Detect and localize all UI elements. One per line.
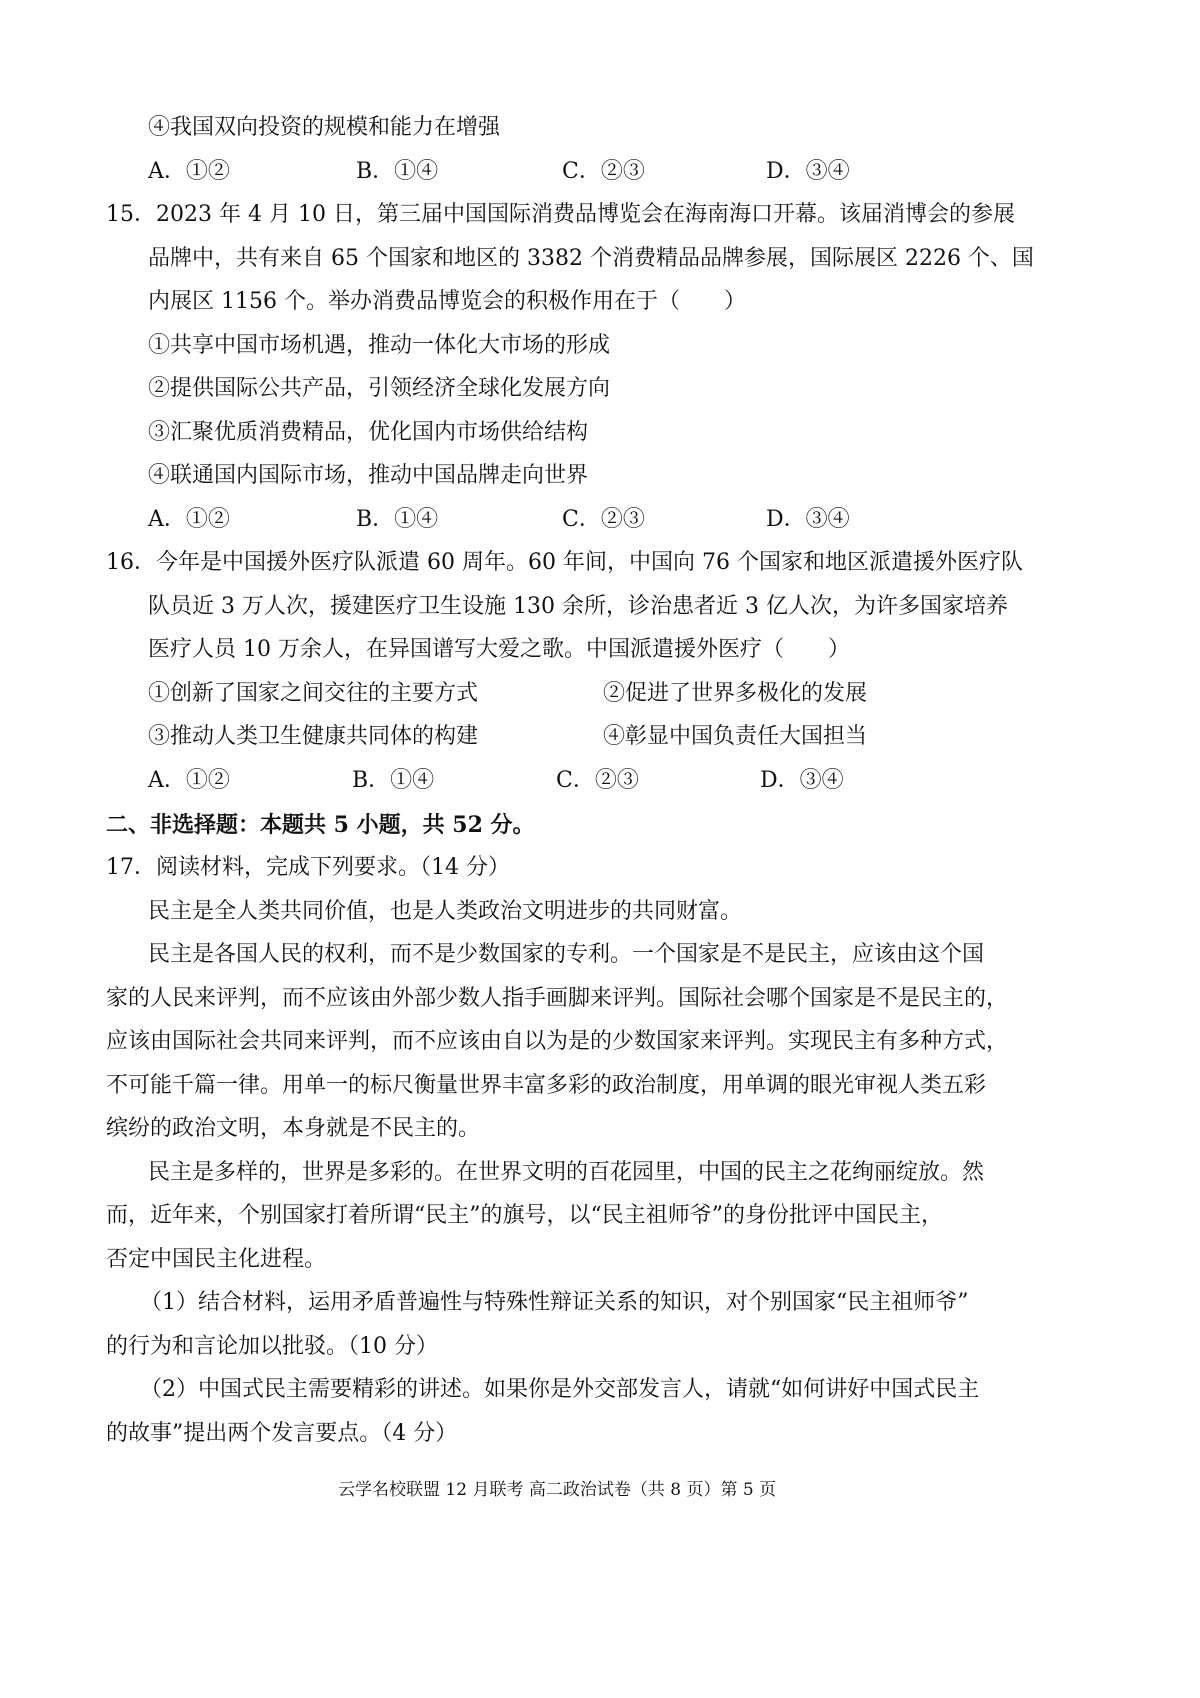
q17-material-line-8: 而，近年来，个别国家打着所谓“民主”的旗号，以“民主祖师爷”的身份批评中国民主， (106, 1203, 943, 1228)
q14-choice-d: D．③④ (766, 159, 850, 184)
q17-material-line-3: 家的人民来评判，而不应该由外部少数人指手画脚来评判。国际社会哪个国家是不是民主的， (106, 986, 1009, 1011)
q15-choice-b: B．①④ (356, 507, 439, 532)
q16-item-2: ②促进了世界多极化的发展 (603, 681, 868, 706)
q15-choice-c: C．②③ (562, 507, 645, 532)
q17-sub2-line-2: 的故事”提出两个发言要点。（4 分） (106, 1421, 458, 1446)
q16-choice-c: C．②③ (556, 768, 639, 793)
q15-choice-a: A．①② (148, 507, 230, 532)
q16-stem-line-2: 队员近 3 万人次，援建医疗卫生设施 130 余所，诊治患者近 3 亿人次，为许多国家培养 (148, 594, 1008, 619)
q16-item-1: ①创新了国家之间交往的主要方式 (148, 681, 479, 706)
q14-item-4: ④我国双向投资的规模和能力在增强 (148, 115, 501, 140)
q16-choice-a: A．①② (148, 768, 230, 793)
q17-sub1-line-2: 的行为和言论加以批驳。（10 分） (106, 1334, 438, 1359)
q16-choice-b: B．①④ (352, 768, 435, 793)
q15-item-3: ③汇聚优质消费精品，优化国内市场供给结构 (148, 420, 589, 445)
q15-choice-d: D．③④ (766, 507, 850, 532)
q17-sub1-line-1: （1）结合材料，运用矛盾普遍性与特殊性辩证关系的知识，对个别国家“民主祖师爷” (140, 1290, 969, 1315)
q17-material-line-2: 民主是各国人民的权利，而不是少数国家的专利。一个国家是不是民主，应该由这个国 (148, 942, 985, 967)
q16-choice-d: D．③④ (760, 768, 844, 793)
q15-stem-line-2: 品牌中，共有来自 65 个国家和地区的 3382 个消费精品品牌参展，国际展区 2226 个、国 (148, 246, 1034, 271)
q17-material-line-7: 民主是多样的，世界是多彩的。在世界文明的百花园里，中国的民主之花绚丽绽放。然 (148, 1160, 985, 1185)
q15-item-2: ②提供国际公共产品，引领经济全球化发展方向 (148, 376, 611, 401)
q15-stem-line-3: 内展区 1156 个。举办消费品博览会的积极作用在于（ ） (148, 289, 746, 314)
section-2-heading: 二、非选择题：本题共 5 小题，共 52 分。 (106, 812, 535, 838)
q14-choice-b: B．①④ (356, 159, 439, 184)
q14-choice-c: C．②③ (562, 159, 645, 184)
q17-material-line-5: 不可能千篇一律。用单一的标尺衡量世界丰富多彩的政治制度，用单调的眼光审视人类五彩 (106, 1073, 987, 1098)
q14-choice-a: A．①② (148, 159, 230, 184)
q16-stem-line-3: 医疗人员 10 万余人，在异国谱写大爱之歌。中国派遣援外医疗（ ） (148, 637, 850, 662)
q17-sub2-line-1: （2）中国式民主需要精彩的讲述。如果你是外交部发言人，请就“如何讲好中国式民主 (140, 1377, 980, 1402)
q15-item-4: ④联通国内国际市场，推动中国品牌走向世界 (148, 463, 589, 488)
q17-material-line-6: 缤纷的政治文明，本身就是不民主的。 (106, 1116, 481, 1141)
q17-material-line-1: 民主是全人类共同价值，也是人类政治文明进步的共同财富。 (148, 899, 743, 924)
page-footer: 云学名校联盟 12 月联考 高二政治试卷（共 8 页）第 5 页 (338, 1480, 777, 1500)
q16-item-3: ③推动人类卫生健康共同体的构建 (148, 724, 479, 749)
q16-stem-line-1: 16．今年是中国援外医疗队派遣 60 周年。60 年间，中国向 76 个国家和地区派遣援外医疗队 (106, 550, 1023, 575)
q17-material-line-4: 应该由国际社会共同来评判，而不应该由自以为是的少数国家来评判。实现民主有多种方式， (106, 1029, 1009, 1054)
q15-stem-line-1: 15．2023 年 4 月 10 日，第三届中国国际消费品博览会在海南海口开幕。该届消博会的参展 (106, 202, 1015, 227)
q15-item-1: ①共享中国市场机遇，推动一体化大市场的形成 (148, 333, 611, 358)
q17-material-line-9: 否定中国民主化进程。 (106, 1247, 327, 1272)
q17-stem: 17．阅读材料，完成下列要求。（14 分） (106, 855, 510, 880)
q16-item-4: ④彰显中国负责任大国担当 (603, 724, 868, 749)
